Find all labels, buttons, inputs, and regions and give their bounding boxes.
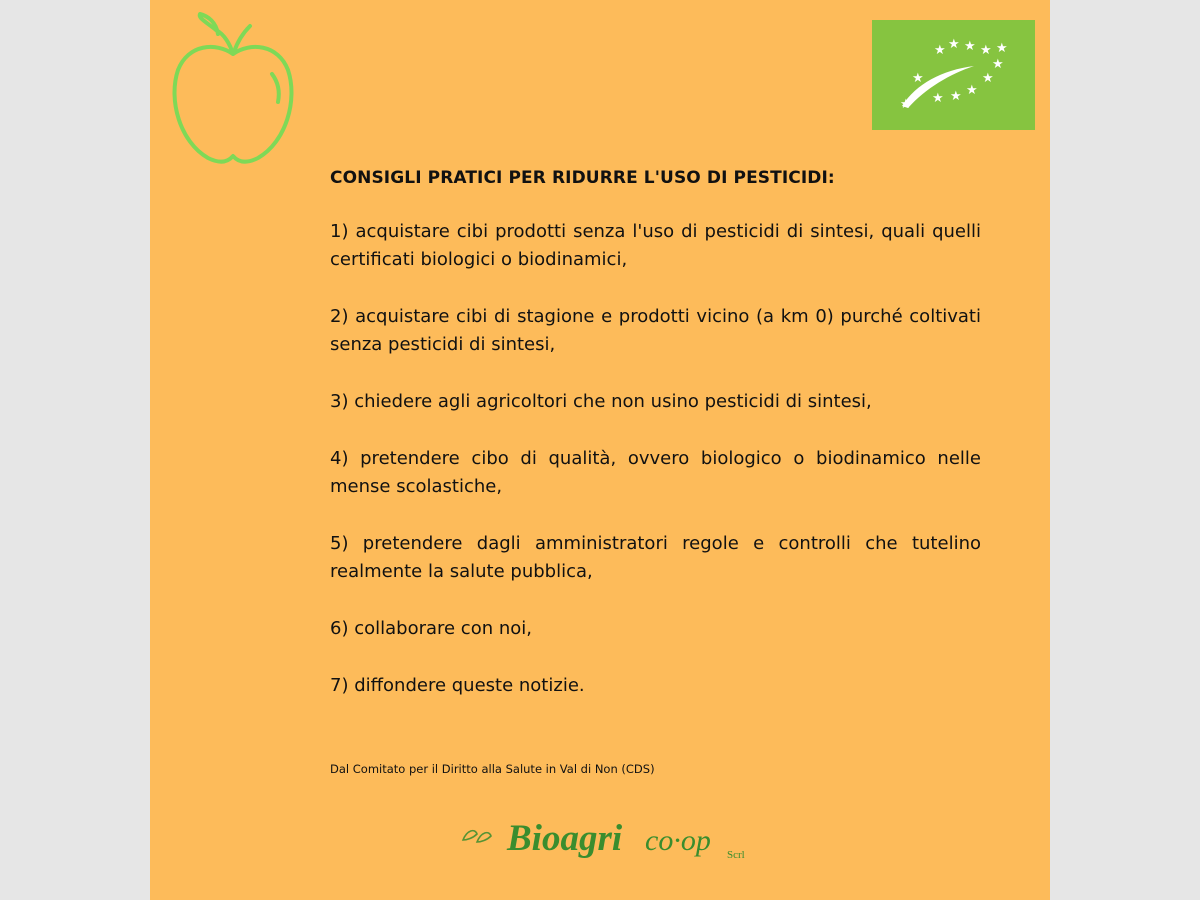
bioagricoop-logo: [457, 812, 757, 868]
brand-legal: Scrl: [727, 849, 745, 861]
tip-item: 6) collaborare con noi,: [330, 618, 532, 639]
svg-text:★: ★: [966, 83, 978, 98]
credit-line: Dal Comitato per il Diritto alla Salute in Val di Non (CDS): [330, 762, 655, 776]
tip-item: 1) acquistare cibi prodotti senza l'uso di pesticidi di sintesi, quali quelli certificati biologici o biodinamici,: [330, 221, 981, 270]
tip-item: 7) diffondere queste notizie.: [330, 675, 585, 696]
svg-text:★: ★: [982, 71, 994, 86]
brand-suffix: co·op: [645, 824, 711, 857]
svg-text:★: ★: [900, 97, 912, 112]
svg-text:★: ★: [948, 37, 960, 52]
svg-text:★: ★: [934, 43, 946, 58]
eu-organic-logo: [872, 20, 1035, 130]
tip-item: 3) chiedere agli agricoltori che non usino pesticidi di sintesi,: [330, 391, 872, 412]
apple-icon: [168, 12, 298, 170]
tips-content: [330, 164, 981, 729]
page-card: [150, 0, 1050, 900]
svg-text:★: ★: [980, 43, 992, 58]
brand-name: Bioagri: [507, 818, 623, 859]
page-title: CONSIGLI PRATICI PER RIDURRE L'USO DI PESTICIDI:: [330, 168, 835, 188]
svg-text:★: ★: [992, 57, 1004, 72]
svg-text:★: ★: [932, 91, 944, 106]
svg-text:★: ★: [950, 89, 962, 104]
tip-item: 5) pretendere dagli amministratori regole e controlli che tutelino realmente la salute pubblica,: [330, 533, 981, 582]
tip-item: 2) acquistare cibi di stagione e prodotti vicino (a km 0) purché coltivati senza pesticidi di sintesi,: [330, 306, 981, 355]
svg-text:★: ★: [912, 71, 924, 86]
svg-text:★: ★: [964, 39, 976, 54]
svg-text:★: ★: [996, 41, 1008, 56]
tip-item: 4) pretendere cibo di qualità, ovvero biologico o biodinamico nelle mense scolastiche,: [330, 448, 981, 497]
